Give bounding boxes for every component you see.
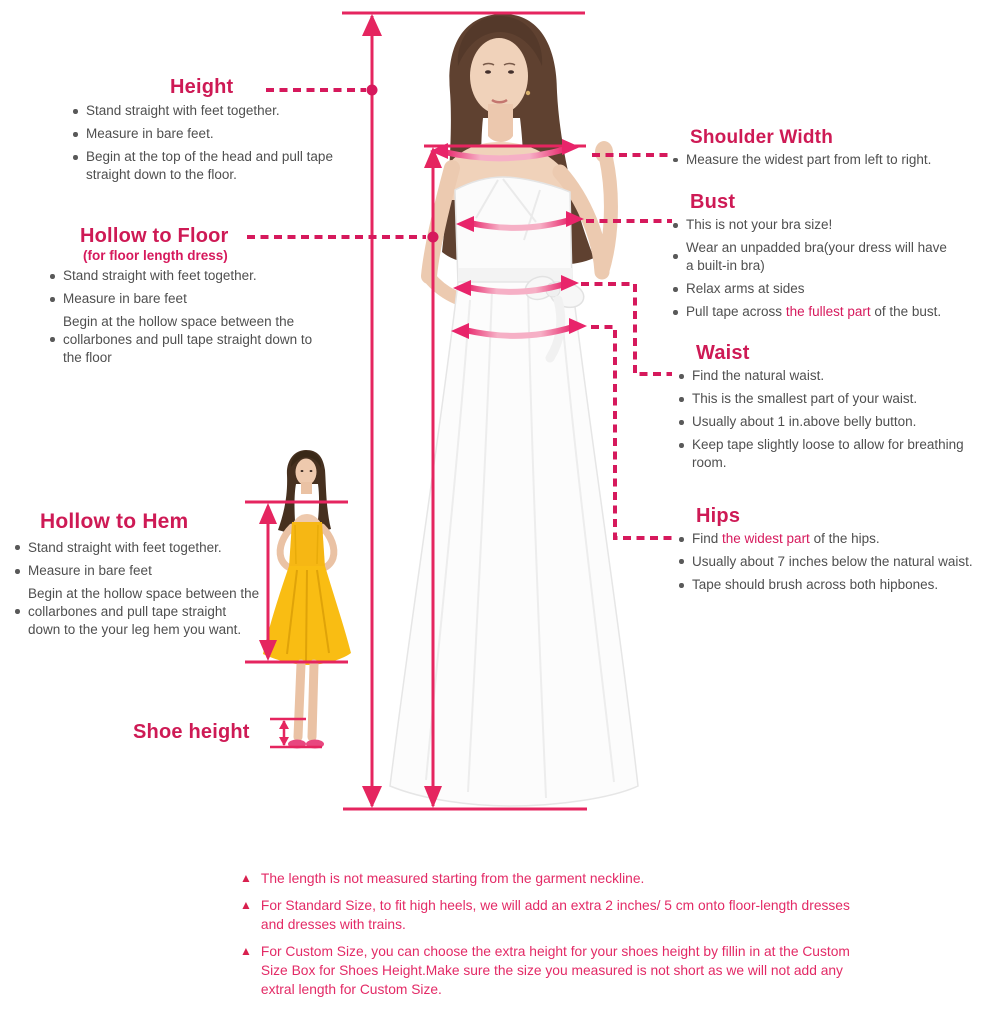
bust-arrow <box>456 211 672 232</box>
instruction-bullet: Usually about 7 inches below the natural waist. <box>692 553 980 571</box>
warning-row <box>240 896 850 934</box>
height-title: Height <box>170 76 234 98</box>
instruction-bullet: Usually about 1 in.above belly button. <box>692 413 992 431</box>
bullet-text: of the hips. <box>809 531 880 546</box>
instruction-bullet: Measure the widest part from left to right. <box>686 151 1000 169</box>
bust-instructions <box>670 216 951 321</box>
warning-text: For Standard Size, to fit high heels, we will add an extra 2 inches/ 5 cm onto floor-length dresses and dresses with trains. <box>260 898 850 932</box>
instruction-bullet: Stand straight with feet together. <box>63 267 315 285</box>
bullet-text: of the bust. <box>870 304 942 319</box>
hips-instructions <box>676 530 980 594</box>
instruction-bullet: Relax arms at sides <box>686 280 951 298</box>
hips-title: Hips <box>696 505 741 527</box>
shoe-height-title: Shoe height <box>133 721 250 743</box>
instruction-bullet: Keep tape slightly loose to allow for breathing room. <box>692 436 992 472</box>
waist-title: Waist <box>696 342 750 364</box>
instruction-bullet: This is the smallest part of your waist. <box>692 390 992 408</box>
height-instructions <box>70 102 336 184</box>
bullet-text: Find <box>692 531 723 546</box>
instruction-bullet <box>692 530 980 548</box>
instruction-bullet: Begin at the hollow space between the collarbones and pull tape straight down to the floor <box>63 313 315 367</box>
highlighted-text: the widest part <box>722 531 810 546</box>
instruction-bullet: Stand straight with feet together. <box>86 102 336 120</box>
hollow-to-floor-title: Hollow to Floor <box>80 225 229 247</box>
warning-text: For Custom Size, you can choose the extra height for your shoes height by fillin in at the Custom Size Box for Shoes Height.Make sure the size you measured is not short as we will not add any extral length for Custom Size. <box>260 944 850 997</box>
bust-title: Bust <box>690 191 736 213</box>
height-section <box>58 76 350 189</box>
hollow-to-hem-section <box>12 510 267 644</box>
height-measure-line <box>342 13 587 809</box>
instruction-bullet: Measure in bare feet <box>63 290 315 308</box>
waist-instructions <box>676 367 992 472</box>
instruction-bullet: Begin at the hollow space between the collarbones and pull tape straight down to the your leg hem you want. <box>28 586 260 638</box>
warning-triangle-icon: ▲ <box>240 944 252 958</box>
shoe-height-measure-line <box>270 719 322 747</box>
hollow-to-hem-title: Hollow to Hem <box>40 510 189 533</box>
bust-section <box>670 191 990 326</box>
hollow-to-floor-subtitle: (for floor length dress) <box>83 248 228 263</box>
model-photo-small <box>263 450 351 749</box>
warning-triangle-icon: ▲ <box>240 871 252 885</box>
instruction-bullet: This is not your bra size! <box>686 216 951 234</box>
warning-triangle-icon: ▲ <box>240 898 252 912</box>
warning-row <box>240 869 850 888</box>
waist-arrow <box>453 275 672 374</box>
warning-row <box>240 942 850 999</box>
shoulder-width-title: Shoulder Width <box>690 127 833 148</box>
instruction-bullet: Stand straight with feet together. <box>28 539 260 557</box>
instruction-bullet: Measure in bare feet. <box>86 125 336 143</box>
warning-text: The length is not measured starting from the garment neckline. <box>260 871 645 886</box>
hollow-to-hem-instructions <box>12 539 260 639</box>
instruction-bullet: Measure in bare feet <box>28 562 260 580</box>
warnings-block <box>240 869 850 1007</box>
shoulder-width-arrow <box>424 139 672 159</box>
instruction-bullet: Tape should brush across both hipbones. <box>692 576 980 594</box>
instruction-bullet: Begin at the top of the head and pull tape straight down to the floor. <box>86 148 336 184</box>
hips-section <box>676 505 1000 599</box>
model-photo-main <box>390 14 638 806</box>
bullet-text: Pull tape across <box>686 304 786 319</box>
instruction-bullet: Wear an unpadded bra(your dress will have a built-in bra) <box>686 239 951 275</box>
instruction-bullet: Find the natural waist. <box>692 367 992 385</box>
waist-section <box>676 342 998 477</box>
highlighted-text: the fullest part <box>785 304 871 319</box>
hollow-to-floor-measure-line <box>424 147 442 808</box>
shoe-height-section <box>133 721 250 744</box>
shoulder-width-instructions <box>670 151 1000 169</box>
hollow-to-floor-instructions <box>47 267 315 367</box>
shoulder-width-section <box>670 127 1000 174</box>
instruction-bullet <box>686 303 951 321</box>
hollow-to-floor-section <box>45 225 350 372</box>
hips-arrow <box>451 318 672 538</box>
